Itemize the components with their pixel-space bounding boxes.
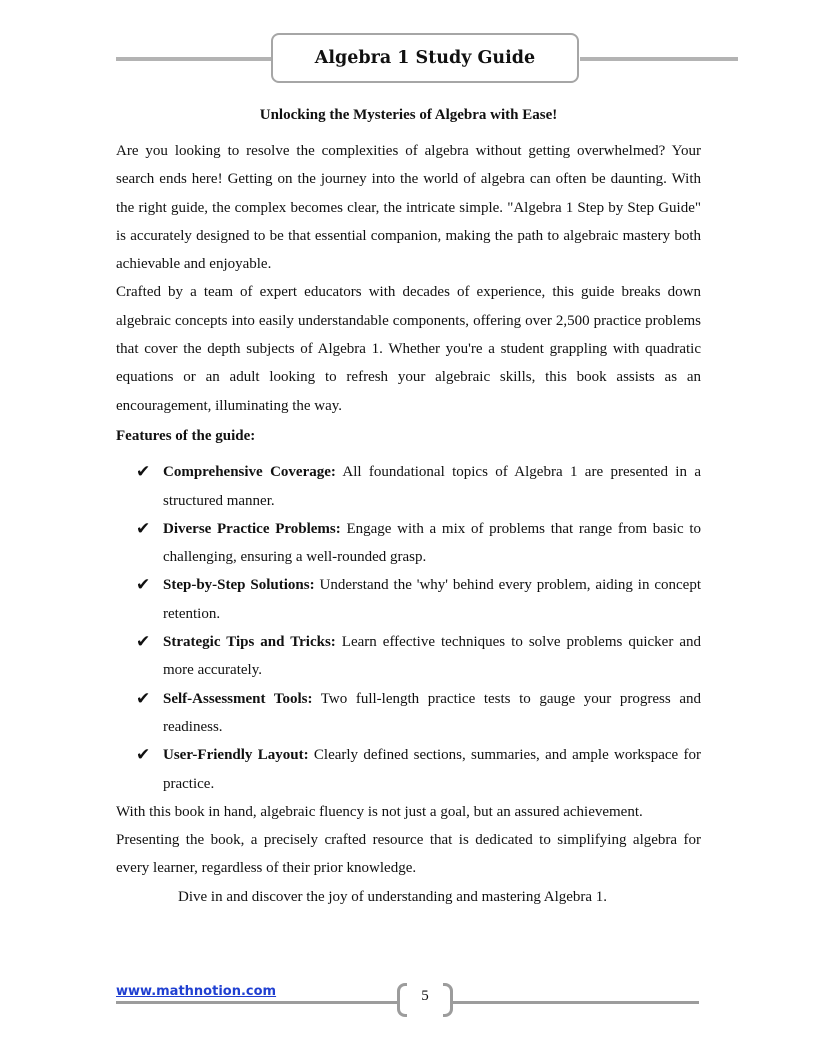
closing-paragraph-1: With this book in hand, algebraic fluency is not just a goal, but an assured achievement.	[116, 803, 643, 820]
feature-title: Self-Assessment Tools:	[163, 690, 313, 707]
feature-item-strategic-tips	[116, 628, 701, 685]
feature-item-self-assessment-tools	[116, 685, 701, 742]
feature-title: Step-by-Step Solutions:	[163, 577, 315, 594]
features-heading: Features of the guide:	[116, 427, 256, 444]
footer-rule-left	[116, 1001, 399, 1004]
intro-paragraph: Are you looking to resolve the complexities of algebra without getting overwhelmed? Your search ends here! Getting on the journey into the world of algebra can often be daunting. With the right guide, the complex becomes clear, the intricate simple. "Algebra 1 Step by Step Guide" is accurately designed to be that essential companion, making the path to algebraic mastery both achievable and enjoyable.	[116, 143, 701, 273]
closing-paragraph-2: Presenting the book, a precisely crafted resource that is dedicated to simplifying algebra for every learner, regardless of their prior knowledge.	[116, 832, 701, 877]
features-list	[116, 458, 701, 798]
page-header-title: Algebra 1 Study Guide	[314, 48, 536, 68]
feature-title: Diverse Practice Problems:	[163, 520, 341, 537]
document-body	[116, 104, 701, 911]
feature-text: Engage with a mix of problems that range from basic to challenging, ensuring a well-rounded grasp.	[163, 520, 701, 566]
check-icon: ✔	[136, 632, 151, 653]
check-icon: ✔	[136, 462, 151, 483]
feature-item-user-friendly-layout	[116, 741, 701, 798]
feature-title: User-Friendly Layout:	[163, 747, 309, 764]
second-paragraph: Crafted by a team of expert educators with decades of experience, this guide breaks down algebraic concepts into easily understandable components, offering over 2,500 practice problems that cover the depth subjects of Algebra 1. Whether you're a student grappling with quadratic equations or an adult looking to refresh your algebraic skills, this book assists as an encouragement, illuminating the way.	[116, 284, 701, 414]
check-icon: ✔	[136, 688, 151, 709]
feature-title: Comprehensive Coverage:	[163, 464, 336, 481]
header-title-box	[271, 33, 579, 83]
feature-text: Understand the 'why' behind every problem, aiding in concept retention.	[163, 577, 701, 622]
feature-item-diverse-practice-problems	[116, 515, 701, 572]
page-number-bracket-left	[397, 983, 407, 1017]
check-icon: ✔	[136, 575, 151, 596]
check-icon: ✔	[136, 745, 151, 766]
page-number-bracket-right	[443, 983, 453, 1017]
feature-item-comprehensive-coverage	[116, 458, 701, 515]
feature-text: Clearly defined sections, summaries, and ample workspace for practice.	[163, 747, 701, 792]
footer-website-link[interactable]: www.mathnotion.com	[116, 984, 277, 999]
feature-title: Strategic Tips and Tricks:	[163, 634, 336, 651]
check-icon: ✔	[136, 518, 151, 539]
feature-text: Two full-length practice tests to gauge your progress and readiness.	[163, 690, 701, 735]
closing-paragraph-3: Dive in and discover the joy of understanding and mastering Algebra 1.	[178, 888, 608, 905]
feature-item-step-by-step-solutions	[116, 571, 701, 628]
header-rule-right	[580, 57, 738, 61]
header-rule-left	[116, 57, 272, 61]
footer-rule-right	[453, 1001, 699, 1004]
feature-text: Learn effective techniques to solve problems quicker and more accurately.	[163, 634, 701, 679]
feature-text: All foundational topics of Algebra 1 are presented in a structured manner.	[163, 464, 701, 509]
document-subtitle: Unlocking the Mysteries of Algebra with Ease!	[259, 107, 558, 123]
page-number: 5	[421, 988, 429, 1004]
